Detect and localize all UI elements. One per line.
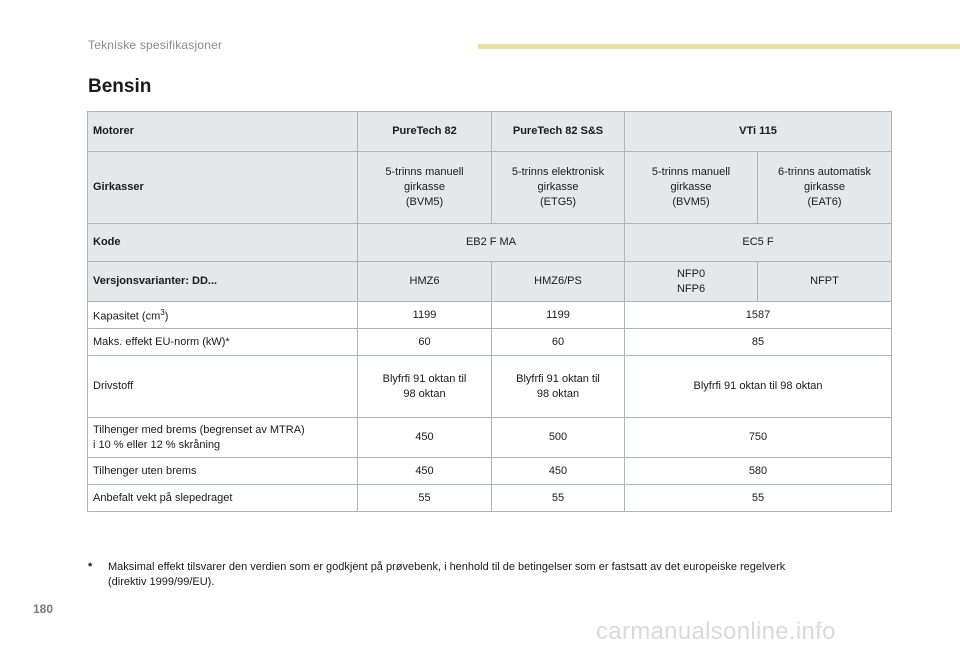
cell: 55 <box>625 485 892 512</box>
header-accent-bar <box>478 44 960 49</box>
footnote-marker: * <box>88 561 93 573</box>
row-label: Anbefalt vekt på slepedraget <box>88 485 358 512</box>
row-label: Tilhenger uten brems <box>88 458 358 485</box>
cell: HMZ6/PS <box>492 262 625 302</box>
cell: 5-trinns manuell girkasse (BVM5) <box>625 152 758 224</box>
cell: 450 <box>358 458 492 485</box>
cell: Blyfrfi 91 oktan til 98 oktan <box>625 356 892 418</box>
cell: EC5 F <box>625 224 892 262</box>
table-row-versjon <box>88 262 892 302</box>
cell: NFPT <box>758 262 892 302</box>
cell: 750 <box>625 418 892 458</box>
page-number: 180 <box>33 602 54 616</box>
table-row-motorer <box>88 112 892 152</box>
watermark: carmanualsonline.info <box>596 618 836 645</box>
table-row-tilhenger-uten <box>88 458 892 485</box>
cell: 60 <box>492 329 625 356</box>
cell: 85 <box>625 329 892 356</box>
table-row-effekt <box>88 329 892 356</box>
cell: 5-trinns manuell girkasse (BVM5) <box>358 152 492 224</box>
section-header: Tekniske spesifikasjoner <box>88 38 223 52</box>
cell: PureTech 82 <box>358 112 492 152</box>
cell: 5-trinns elektronisk girkasse (ETG5) <box>492 152 625 224</box>
cell: 580 <box>625 458 892 485</box>
cell: 55 <box>492 485 625 512</box>
cell: NFP0 NFP6 <box>625 262 758 302</box>
spec-table <box>87 111 892 512</box>
cell: 500 <box>492 418 625 458</box>
table-row-kode <box>88 224 892 262</box>
cell: 450 <box>358 418 492 458</box>
row-label: Kode <box>88 224 358 262</box>
page-title: Bensin <box>88 76 152 97</box>
cell: EB2 F MA <box>358 224 625 262</box>
cell: VTi 115 <box>625 112 892 152</box>
cell: PureTech 82 S&S <box>492 112 625 152</box>
footnote-text: Maksimal effekt tilsvarer den verdien som er godkjent på prøvebenk, i henhold til de betingelser som er fastsatt av det europeiske regelverk (direktiv 1999/99/EU). <box>108 561 786 588</box>
cell: 450 <box>492 458 625 485</box>
row-label: Girkasser <box>88 152 358 224</box>
row-label: Tilhenger med brems (begrenset av MTRA) i 10 % eller 12 % skråning <box>88 418 358 458</box>
table-row-girkasser <box>88 152 892 224</box>
table-row-tilhenger-brems <box>88 418 892 458</box>
cell: 1199 <box>492 302 625 329</box>
table-row-kapasitet <box>88 302 892 329</box>
cell: Blyfrfi 91 oktan til 98 oktan <box>358 356 492 418</box>
table-row-drivstoff <box>88 356 892 418</box>
cell: 6-trinns automatisk girkasse (EAT6) <box>758 152 892 224</box>
cell: 1199 <box>358 302 492 329</box>
row-label: Kapasitet $(cm^3)$ <box>88 302 358 329</box>
cell: 55 <box>358 485 492 512</box>
row-label: Drivstoff <box>88 356 358 418</box>
row-label: Motorer <box>88 112 358 152</box>
cell: HMZ6 <box>358 262 492 302</box>
cell: 1587 <box>625 302 892 329</box>
cell: 60 <box>358 329 492 356</box>
cell: Blyfrfi 91 oktan til 98 oktan <box>492 356 625 418</box>
footnote <box>88 560 878 590</box>
table-row-vekt <box>88 485 892 512</box>
row-label: Maks. effekt EU-norm (kW)* <box>88 329 358 356</box>
row-label: Versjonsvarianter: DD... <box>88 262 358 302</box>
